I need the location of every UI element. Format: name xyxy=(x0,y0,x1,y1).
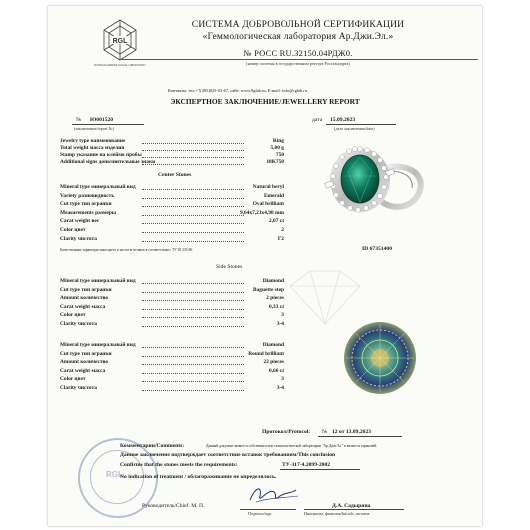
header-line1: СИСТЕМА ДОБРОВОЛЬНОЙ СЕРТИФИКАЦИИ xyxy=(191,20,405,30)
side1-row-value: 3 xyxy=(281,312,284,319)
side2-row-value: 3 xyxy=(281,376,284,383)
protocol-underline xyxy=(318,436,402,437)
comments-label: Комментарии/Comments: xyxy=(120,443,185,449)
side2-row-leader xyxy=(142,390,244,391)
side1-row-value: 2 pieces xyxy=(266,295,284,302)
center-note: Качественные характеристики цвета и чистоты вставок в соответствии с ТУ 95 235-86 xyxy=(60,248,193,252)
reg-underline xyxy=(118,59,478,60)
report-number-underline xyxy=(72,124,144,125)
center-row-leader xyxy=(142,206,244,207)
general-row-value: 750 xyxy=(275,152,284,158)
logo-text: RGL xyxy=(112,38,128,45)
center-row-value: 2 xyxy=(281,227,284,233)
center-row-leader xyxy=(142,198,244,199)
ring-photo xyxy=(320,132,430,232)
general-row-value: 18K750 xyxy=(266,159,284,165)
chief-label: Руководитель/Chief. М. П. xyxy=(142,503,205,509)
center-row-value: Oval brilliant xyxy=(252,201,284,208)
protocol-no: № xyxy=(322,429,328,435)
center-row-value: Natural beryl xyxy=(252,184,284,190)
side2-row-value: 3-4 xyxy=(276,385,284,391)
header-registration: № РОСС RU.32150.04РДЖ0. xyxy=(243,48,353,58)
side1-row-label: Clarity чистота xyxy=(60,321,97,327)
center-row-leader xyxy=(142,241,244,242)
side1-row-leader xyxy=(142,283,244,284)
report-date-sublabel: (дата заключения/date) xyxy=(334,126,375,131)
comments-note: Данный документ является собственностью геммологической лаборатории "Ар.Джи.Эл." и является гарантией. xyxy=(206,444,378,448)
side2-row-leader xyxy=(142,347,244,348)
side2-row-value: 22 pieces xyxy=(263,359,284,366)
contacts: Контакты: тел.+7(495)025-03-67, сайт: www.8glab.ru, E-mail: info@rglab.ru xyxy=(168,88,307,93)
side1-row-label: Amount количество xyxy=(60,295,109,302)
logo-caption: RUSSIAN GEMMOLOGICAL LABORATORY xyxy=(94,64,146,67)
side1-row-value: Baguette step xyxy=(253,286,284,293)
report-number-label: № xyxy=(76,117,82,123)
side2-row-leader xyxy=(142,364,244,365)
general-row-leader xyxy=(142,150,244,151)
side1-row-label: Mineral type минеральный вид xyxy=(60,278,136,284)
comments-line2: Confirms that the stones meets the requirements: xyxy=(120,462,238,468)
chief-signature xyxy=(246,482,302,506)
general-row-label: Stamp указание на клеймо пробы xyxy=(60,152,142,158)
side2-row-label: Clarity чистота xyxy=(60,385,97,391)
center-row-value: 2,07 ct xyxy=(269,218,284,225)
side2-row-value: Diamond xyxy=(262,342,284,348)
center-row-value: Г2 xyxy=(277,235,284,242)
general-row-leader xyxy=(142,143,244,144)
side1-row-label: Color цвет xyxy=(60,312,86,319)
protocol-value: 12 от 13.09.2023 xyxy=(332,429,372,435)
sign-underline xyxy=(240,509,296,510)
name-caption: Инициалы, фамилия/Initials, surname xyxy=(304,511,370,516)
side2-row-label: Cut type тип огранки xyxy=(60,350,112,357)
general-row-label: Total weight масса изделия xyxy=(60,145,125,151)
center-row-label: Variety разновидность xyxy=(60,192,115,199)
item-id: ID 67351400 xyxy=(362,246,392,252)
center-row-label: Clarity чистота xyxy=(60,235,97,242)
side2-row-leader xyxy=(142,373,244,374)
center-row-label: Measurements размеры xyxy=(60,209,117,216)
center-row-leader xyxy=(142,189,244,190)
report-date-underline xyxy=(326,124,396,125)
name-underline xyxy=(304,509,404,510)
center-row-label: Cut type тип огранки xyxy=(60,201,112,208)
general-row-label: Additional signs дополнительные знаки xyxy=(60,159,156,165)
side1-row-value: 3-4 xyxy=(276,321,284,327)
general-row-leader xyxy=(142,164,244,165)
certificate-sheet xyxy=(48,6,482,526)
report-number: Ю001520 xyxy=(90,117,114,123)
comments-line2-value: ТУ-117-4.2099-2002 xyxy=(282,462,331,468)
side1-row-leader xyxy=(142,300,244,301)
side2-row-label: Carat weight масса xyxy=(60,367,106,374)
side1-row-leader xyxy=(142,292,244,293)
side2-row-value: Round brilliant xyxy=(248,350,284,357)
center-row-value: Emerald xyxy=(263,192,284,199)
protocol-label: Протокол/Protocol: xyxy=(262,429,311,435)
report-date: 15.09.2023 xyxy=(330,117,356,123)
report-title: ЭКСПЕРТНОЕ ЗАКЛЮЧЕНИЕ/JEWELLERY REPORT xyxy=(170,97,360,106)
stamp-logo-text: RGL xyxy=(106,470,123,479)
center-row-value: 9,64x7,21x4,98 mm xyxy=(239,209,284,216)
side2-row-label: Color цвет xyxy=(60,376,86,383)
center-stones-title: Center Stones xyxy=(158,172,192,178)
side1-row-leader xyxy=(142,326,244,327)
side2-row-value: 0,66 ct xyxy=(269,367,284,374)
side2-row-label: Amount количество xyxy=(60,359,109,366)
center-row-label: Color цвет xyxy=(60,227,86,233)
center-row-label: Mineral type минеральный вид xyxy=(60,184,136,190)
side1-row-value: 0,33 ct xyxy=(269,303,284,310)
center-row-leader xyxy=(142,215,244,216)
center-row-label: Carat weight вес xyxy=(60,218,100,225)
sign-caption: Подпись/sign xyxy=(248,511,272,516)
report-number-sublabel: (заключение/report №) xyxy=(74,126,114,131)
center-row-leader xyxy=(142,232,244,233)
header-reg-note: (номер системы в государственном реестре Росстандарта) xyxy=(246,61,350,66)
side2-row-leader xyxy=(142,356,244,357)
gem-watermark xyxy=(280,266,370,326)
header-line2: «Геммологическая лаборатория Ар.Джи.Эл.» xyxy=(202,32,394,42)
chief-name: Д.А. Садырина xyxy=(332,503,371,509)
comments-line2-underline xyxy=(280,469,360,470)
comments-line3: No indication of treatment / облагораживание не определялось. xyxy=(120,474,277,480)
report-date-label: дата xyxy=(312,117,323,123)
side1-row-value: Diamond xyxy=(262,278,284,284)
general-row-label: Jewelry type наименование xyxy=(60,138,126,144)
side1-row-leader xyxy=(142,317,244,318)
side-stones-title: Side Stones xyxy=(216,264,243,270)
comments-line1: Данное заключение подтверждает соответствие вставок требованиям/This conclusion xyxy=(120,452,336,458)
side2-row-label: Mineral type минеральный вид xyxy=(60,342,136,348)
side2-row-leader xyxy=(142,381,244,382)
general-row-leader xyxy=(142,157,244,158)
side1-row-label: Cut type тип огранки xyxy=(60,286,112,293)
hologram-seal xyxy=(342,320,418,396)
side1-row-leader xyxy=(142,309,244,310)
general-row-value: 5,00 g xyxy=(270,145,284,151)
general-row-value: Ring xyxy=(272,138,284,144)
side1-row-label: Carat weight масса xyxy=(60,303,106,310)
center-row-leader xyxy=(142,223,244,224)
